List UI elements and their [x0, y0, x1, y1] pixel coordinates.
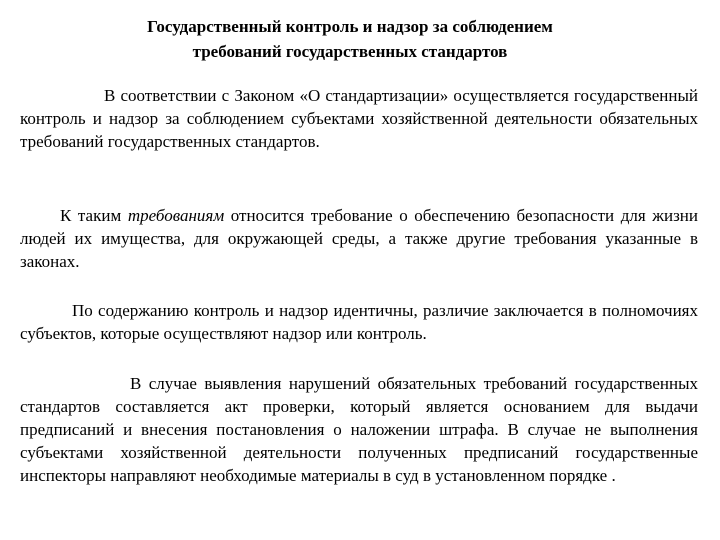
paragraph-requirements — [20, 204, 698, 273]
paragraph-control-and-supervision: По содержанию контроль и надзор идентичны, различие заключается в полномочиях субъектов, которые осуществляют надзор или контроль. — [20, 301, 698, 343]
paragraph-law-on-standardization: В соответствии с Законом «О стандартизации» осуществляется государственный контроль и надзор за соблюдением субъектами хозяйственной деятельности обязательных требований государственных стандартов. — [20, 86, 698, 151]
title-line-2: требований государственных стандартов — [192, 42, 508, 61]
paragraph-requirements-end: относится требование о обеспечению безопасности для жизни людей их имущества, для окружающей среды, а также другие требования указанные в законах. — [20, 206, 698, 271]
document-title — [0, 14, 700, 64]
title-line-1: Государственный контроль и надзор за соблюдением — [147, 17, 553, 36]
paragraph-requirements-start: К таким — [60, 206, 128, 225]
paragraph-violations: В случае выявления нарушений обязательных требований государственных стандартов составляется акт проверки, который является основанием для выдачи предписаний и внесения постановления о наложении штрафа. В случае не выполнения субъектами хозяйственной деятельности полученных предписаний государственные инспекторы направляют необходимые материалы в суд в установленном порядке . — [20, 374, 698, 485]
emphasis-requirements: требованиям — [127, 206, 225, 225]
